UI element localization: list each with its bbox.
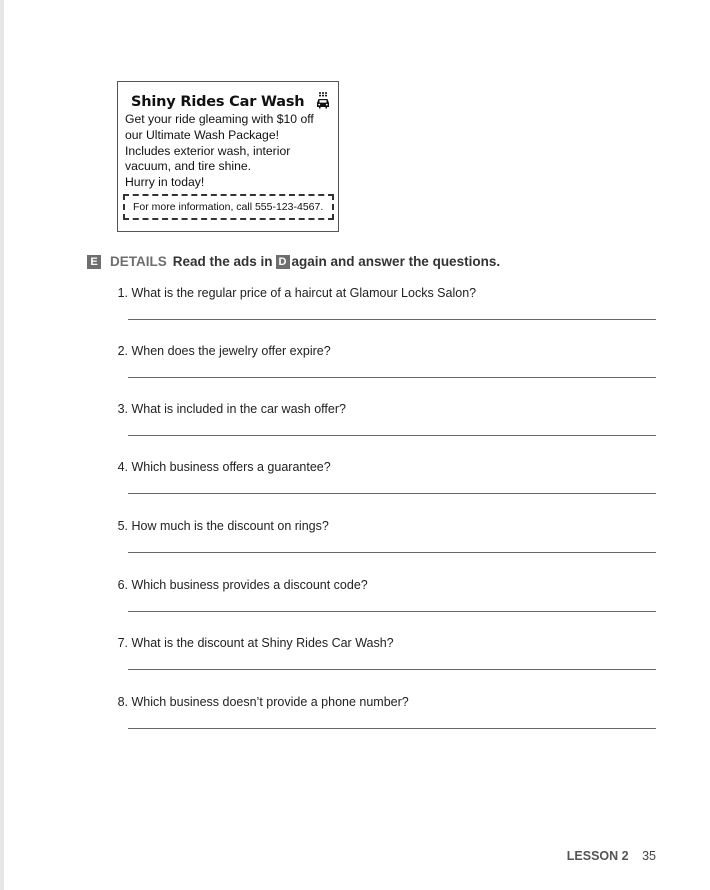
section-instruction: Read the ads in — [172, 254, 273, 269]
question-item — [108, 402, 656, 416]
answer-line[interactable] — [128, 377, 656, 378]
question-number: 2. — [117, 344, 128, 358]
ad-body — [125, 112, 332, 191]
question-item — [108, 636, 656, 650]
coupon-box — [123, 194, 334, 220]
question-item — [108, 460, 656, 474]
question-text: What is the regular price of a haircut at Glamour Locks Salon? — [131, 286, 477, 300]
answer-line[interactable] — [128, 669, 656, 670]
question-item — [108, 286, 656, 300]
question-item — [108, 519, 656, 533]
question-text: How much is the discount on rings? — [131, 519, 329, 533]
question-number: 4. — [117, 460, 128, 474]
question-item — [108, 578, 656, 592]
question-text: Which business offers a guarantee? — [131, 460, 331, 474]
ad-line: Get your ride gleaming with $10 off — [125, 112, 314, 126]
question-number: 6. — [117, 578, 128, 592]
answer-line[interactable] — [128, 493, 656, 494]
section-label: DETAILS — [110, 254, 167, 269]
question-number: 1. — [117, 286, 128, 300]
ad-line: our Ultimate Wash Package! — [125, 127, 279, 142]
question-item — [108, 344, 656, 358]
question-text: Which business doesn’t provide a phone number? — [131, 695, 409, 709]
ad-line: Includes exterior wash, interior — [125, 143, 291, 158]
ad-title: Shiny Rides Car Wash — [131, 94, 305, 110]
answer-line[interactable] — [128, 435, 656, 436]
page-number: 35 — [642, 849, 656, 863]
question-text: What is included in the car wash offer? — [131, 402, 346, 416]
answer-line[interactable] — [128, 728, 656, 729]
question-number: 7. — [117, 636, 128, 650]
question-text: What is the discount at Shiny Rides Car Wash? — [131, 636, 394, 650]
page-footer — [567, 849, 656, 863]
section-instruction-continued: again and answer the questions. — [291, 254, 501, 269]
question-text: When does the jewelry offer expire? — [131, 344, 331, 358]
car-wash-icon — [315, 91, 331, 109]
question-number: 8. — [117, 695, 128, 709]
question-number: 5. — [117, 519, 128, 533]
answer-line[interactable] — [128, 552, 656, 553]
question-item — [108, 695, 656, 709]
section-reference-badge: D — [276, 255, 290, 269]
lesson-label: LESSON 2 — [566, 849, 629, 863]
ad-title-row — [125, 88, 332, 110]
ad-line: vacuum, and tire shine. — [125, 159, 252, 174]
question-text: Which business provides a discount code? — [131, 578, 368, 592]
answer-line[interactable] — [128, 319, 656, 320]
ad-line: Hurry in today! — [125, 175, 205, 190]
question-number: 3. — [117, 402, 128, 416]
page-edge-shadow — [0, 0, 4, 890]
section-heading — [87, 254, 500, 269]
coupon-text: For more information, call 555-123-4567. — [133, 201, 324, 213]
car-wash-ad — [117, 81, 339, 232]
answer-line[interactable] — [128, 611, 656, 612]
section-letter-badge: E — [87, 255, 101, 269]
